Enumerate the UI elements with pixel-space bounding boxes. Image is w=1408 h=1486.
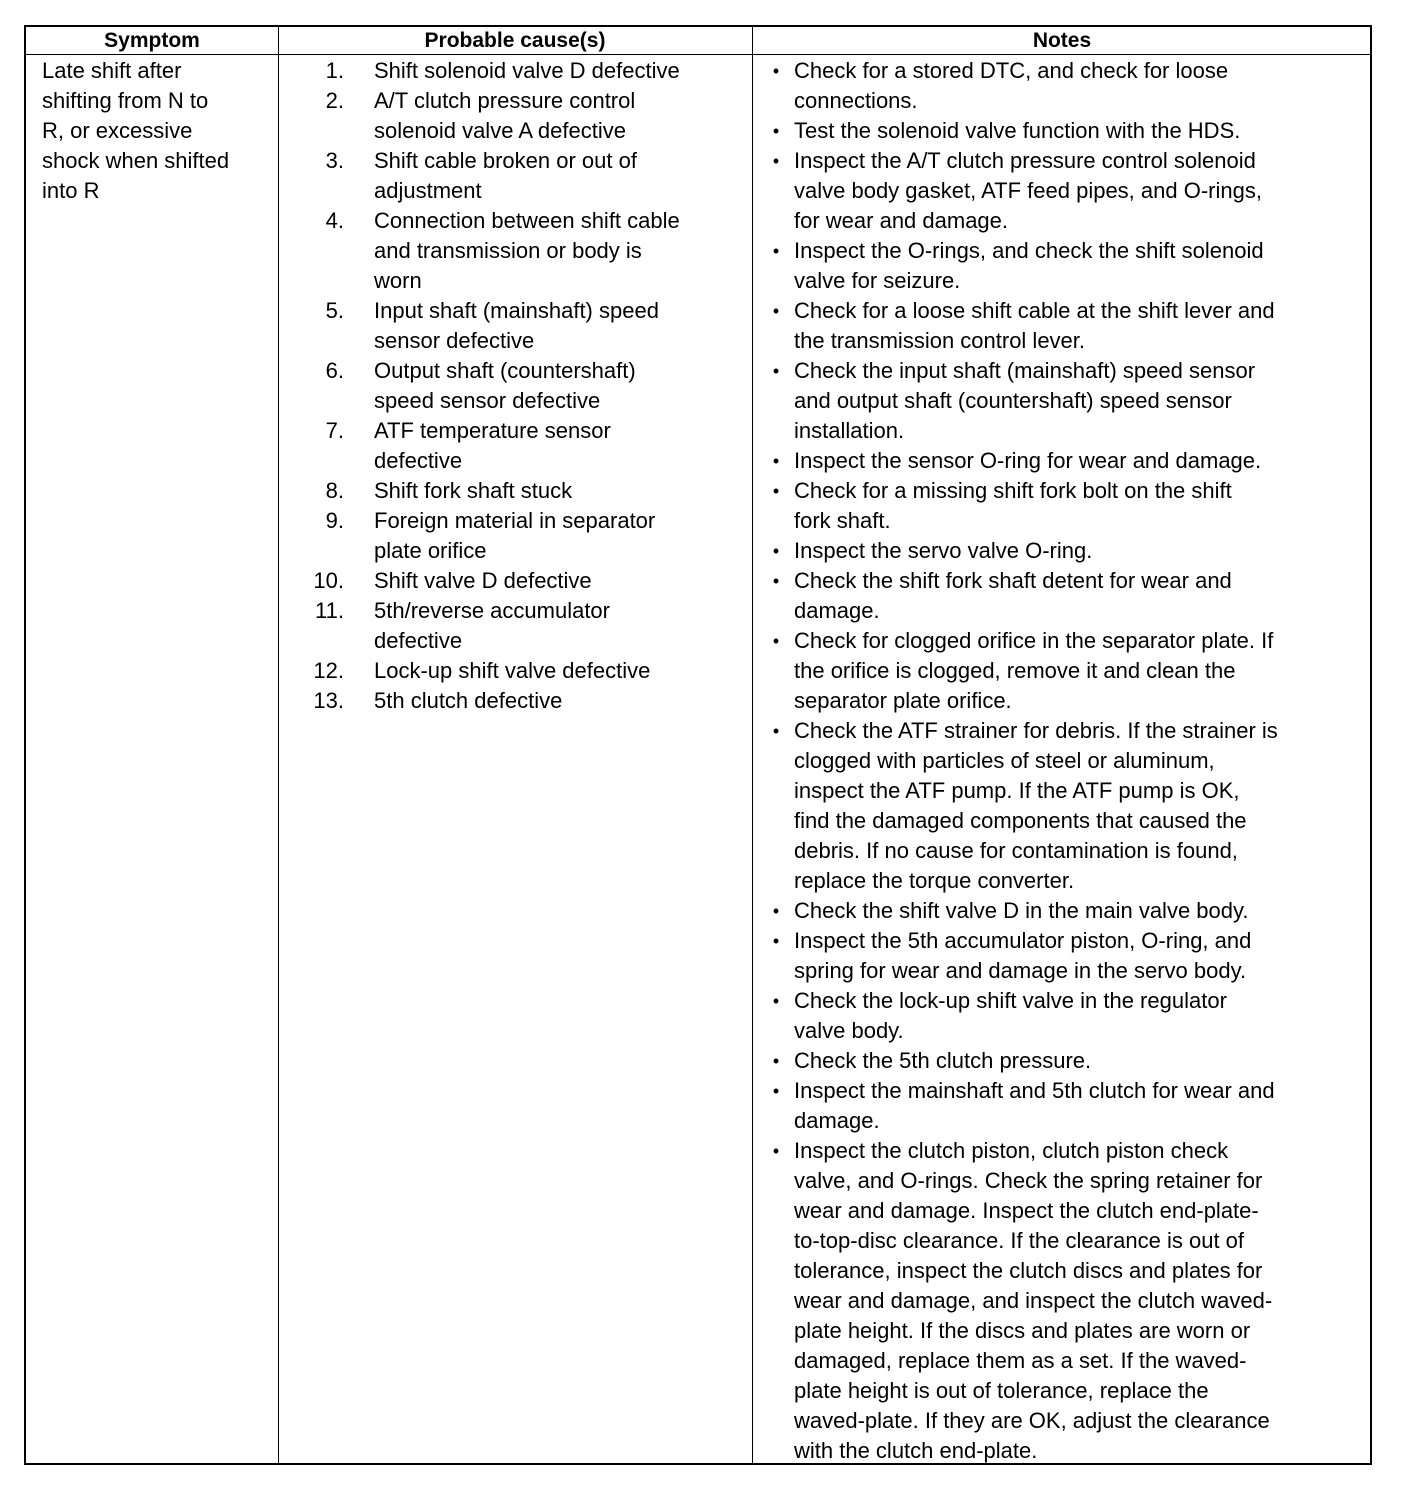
bullet-icon: • [772, 301, 780, 321]
cause-text [374, 686, 752, 716]
note-item [758, 566, 1370, 626]
cause-number: 7. [325, 418, 344, 443]
note-text [794, 626, 1370, 716]
cause-number: 5. [325, 298, 344, 323]
note-line: damage. [794, 598, 880, 623]
bullet-icon: • [772, 121, 780, 141]
cause-line: Input shaft (mainshaft) speed [374, 298, 659, 323]
note-item [758, 1136, 1370, 1466]
note-item [758, 146, 1370, 236]
note-line: valve for seizure. [794, 268, 961, 293]
note-line: the transmission control lever. [794, 328, 1086, 353]
cause-number: 9. [325, 508, 344, 533]
cause-text [374, 356, 752, 416]
cause-text [374, 596, 752, 656]
cause-line: A/T clutch pressure control [374, 88, 636, 113]
note-item [758, 626, 1370, 716]
cause-text [374, 146, 752, 206]
note-item [758, 296, 1370, 356]
cause-line: Shift solenoid valve D defective [374, 58, 680, 83]
cause-number: 13. [313, 688, 344, 713]
note-line: valve body gasket, ATF feed pipes, and O-rings, [794, 178, 1262, 203]
note-line: installation. [794, 418, 905, 443]
note-line: for wear and damage. [794, 208, 1009, 233]
note-text [794, 716, 1370, 896]
cause-item [278, 206, 752, 296]
cause-item [278, 506, 752, 566]
cause-item [278, 56, 752, 86]
header-divider [26, 54, 1370, 55]
cause-text [374, 476, 752, 506]
note-line: clogged with particles of steel or aluminum, [794, 748, 1215, 773]
note-line: debris. If no cause for contamination is found, [794, 838, 1238, 863]
note-text [794, 566, 1370, 626]
note-line: Check for a stored DTC, and check for loose [794, 58, 1229, 83]
cause-line: adjustment [374, 178, 482, 203]
header-symptom: Symptom [104, 29, 200, 52]
note-item [758, 56, 1370, 116]
note-line: waved-plate. If they are OK, adjust the clearance [794, 1408, 1270, 1433]
note-line: valve body. [794, 1018, 904, 1043]
note-line: Check for a loose shift cable at the shift lever and [794, 298, 1275, 323]
note-line: plate height. If the discs and plates are worn or [794, 1318, 1251, 1343]
note-line: and output shaft (countershaft) speed sensor [794, 388, 1232, 413]
cause-text [374, 296, 752, 356]
note-line: Check the ATF strainer for debris. If the strainer is [794, 718, 1278, 743]
bullet-icon: • [772, 721, 780, 741]
bullet-icon: • [772, 541, 780, 561]
note-item [758, 1076, 1370, 1136]
cause-line: speed sensor defective [374, 388, 601, 413]
note-text [794, 1046, 1370, 1076]
note-line: Check the shift valve D in the main valve body. [794, 898, 1249, 923]
note-line: separator plate orifice. [794, 688, 1012, 713]
cause-number: 8. [325, 478, 344, 503]
note-text [794, 446, 1370, 476]
note-text [794, 116, 1370, 146]
note-item [758, 926, 1370, 986]
note-line: Check the lock-up shift valve in the regulator [794, 988, 1227, 1013]
note-text [794, 986, 1370, 1046]
note-item [758, 986, 1370, 1046]
cause-item [278, 686, 752, 716]
cause-line: Shift fork shaft stuck [374, 478, 573, 503]
symptom-line: R, or excessive [42, 118, 193, 143]
symptom-line: shock when shifted [42, 148, 230, 173]
note-line: damage. [794, 1108, 880, 1133]
cause-item [278, 86, 752, 146]
cause-line: worn [374, 268, 422, 293]
cause-number: 11. [315, 598, 344, 623]
bullet-icon: • [772, 631, 780, 651]
note-text [794, 896, 1370, 926]
cause-number: 6. [325, 358, 344, 383]
cause-line: ATF temperature sensor [374, 418, 611, 443]
bullet-icon: • [772, 61, 780, 81]
note-text [794, 1136, 1370, 1466]
note-line: spring for wear and damage in the servo body. [794, 958, 1247, 983]
symptom-line: Late shift after [42, 58, 182, 83]
header-notes: Notes [1032, 29, 1092, 52]
note-line: with the clutch end-plate. [794, 1438, 1038, 1463]
note-text [794, 56, 1370, 116]
note-line: damaged, replace them as a set. If the waved- [794, 1348, 1247, 1373]
cause-line: Foreign material in separator [374, 508, 656, 533]
note-line: Inspect the clutch piston, clutch piston check [794, 1138, 1229, 1163]
bullet-icon: • [772, 571, 780, 591]
note-item [758, 476, 1370, 536]
note-item [758, 716, 1370, 896]
note-line: Check the 5th clutch pressure. [794, 1048, 1092, 1073]
bullet-icon: • [772, 931, 780, 951]
symptom-line: shifting from N to [42, 88, 209, 113]
note-item [758, 1046, 1370, 1076]
cause-line: 5th/reverse accumulator [374, 598, 610, 623]
bullet-icon: • [772, 481, 780, 501]
note-line: Check for a missing shift fork bolt on the shift [794, 478, 1232, 503]
header-probable-causes: Probable cause(s) [424, 29, 606, 52]
cause-number: 4. [325, 208, 344, 233]
cause-line: and transmission or body is [374, 238, 642, 263]
note-item [758, 236, 1370, 296]
cause-item [278, 596, 752, 656]
cause-number: 10. [313, 568, 344, 593]
note-line: replace the torque converter. [794, 868, 1075, 893]
cause-item [278, 296, 752, 356]
note-line: valve, and O-rings. Check the spring retainer for [794, 1168, 1263, 1193]
bullet-icon: • [772, 151, 780, 171]
note-text [794, 146, 1370, 236]
bullet-icon: • [772, 1081, 780, 1101]
symptom-line: into R [42, 178, 100, 203]
notes-cell [758, 56, 1370, 1466]
cause-line: solenoid valve A defective [374, 118, 626, 143]
note-item [758, 116, 1370, 146]
cause-line: sensor defective [374, 328, 535, 353]
note-line: inspect the ATF pump. If the ATF pump is OK, [794, 778, 1240, 803]
cause-text [374, 206, 752, 296]
cause-number: 2. [325, 88, 344, 113]
note-text [794, 296, 1370, 356]
cause-item [278, 656, 752, 686]
column-divider-2 [752, 27, 753, 1463]
cause-line: Lock-up shift valve defective [374, 658, 651, 683]
cause-text [374, 656, 752, 686]
symptom-cell [26, 56, 278, 206]
note-line: Check the input shaft (mainshaft) speed sensor [794, 358, 1256, 383]
cause-item [278, 566, 752, 596]
note-line: connections. [794, 88, 918, 113]
bullet-icon: • [772, 991, 780, 1011]
cause-line: defective [374, 448, 463, 473]
cause-line: 5th clutch defective [374, 688, 563, 713]
cause-line: defective [374, 628, 463, 653]
cause-line: Shift cable broken or out of [374, 148, 637, 173]
note-line: plate height is out of tolerance, replace the [794, 1378, 1209, 1403]
cause-line: Connection between shift cable [374, 208, 680, 233]
note-line: Inspect the 5th accumulator piston, O-ring, and [794, 928, 1252, 953]
bullet-icon: • [772, 1141, 780, 1161]
note-text [794, 536, 1370, 566]
note-line: to-top-disc clearance. If the clearance is out of [794, 1228, 1245, 1253]
note-text [794, 1076, 1370, 1136]
note-line: Test the solenoid valve function with the HDS. [794, 118, 1241, 143]
bullet-icon: • [772, 241, 780, 261]
note-line: Check for clogged orifice in the separator plate. If [794, 628, 1274, 653]
note-line: wear and damage, and inspect the clutch waved- [794, 1288, 1273, 1313]
note-line: Inspect the sensor O-ring for wear and damage. [794, 448, 1262, 473]
note-line: the orifice is clogged, remove it and clean the [794, 658, 1236, 683]
note-text [794, 926, 1370, 986]
cause-line: Shift valve D defective [374, 568, 592, 593]
note-line: Check the shift fork shaft detent for wear and [794, 568, 1232, 593]
cause-text [374, 506, 752, 566]
note-line: Inspect the O-rings, and check the shift solenoid [794, 238, 1264, 263]
note-item [758, 896, 1370, 926]
note-text [794, 356, 1370, 446]
troubleshooting-table [24, 25, 1372, 1465]
note-line: Inspect the A/T clutch pressure control solenoid [794, 148, 1256, 173]
cause-item [278, 356, 752, 416]
cause-item [278, 476, 752, 506]
bullet-icon: • [772, 451, 780, 471]
cause-number: 3. [325, 148, 344, 173]
note-line: tolerance, inspect the clutch discs and plates for [794, 1258, 1263, 1283]
note-item [758, 356, 1370, 446]
bullet-icon: • [772, 1051, 780, 1071]
cause-line: plate orifice [374, 538, 487, 563]
note-line: wear and damage. Inspect the clutch end-plate- [794, 1198, 1259, 1223]
note-item [758, 446, 1370, 476]
note-text [794, 236, 1370, 296]
cause-number: 1. [325, 58, 344, 83]
note-line: Inspect the mainshaft and 5th clutch for wear and [794, 1078, 1275, 1103]
cause-text [374, 86, 752, 146]
cause-text [374, 56, 752, 86]
cause-text [374, 416, 752, 476]
cause-line: Output shaft (countershaft) [374, 358, 636, 383]
note-line: Inspect the servo valve O-ring. [794, 538, 1093, 563]
cause-number: 12. [313, 658, 344, 683]
note-item [758, 536, 1370, 566]
causes-cell [278, 56, 752, 716]
cause-text [374, 566, 752, 596]
bullet-icon: • [772, 361, 780, 381]
note-text [794, 476, 1370, 536]
cause-item [278, 416, 752, 476]
cause-item [278, 146, 752, 206]
note-line: find the damaged components that caused the [794, 808, 1247, 833]
note-line: fork shaft. [794, 508, 891, 533]
bullet-icon: • [772, 901, 780, 921]
